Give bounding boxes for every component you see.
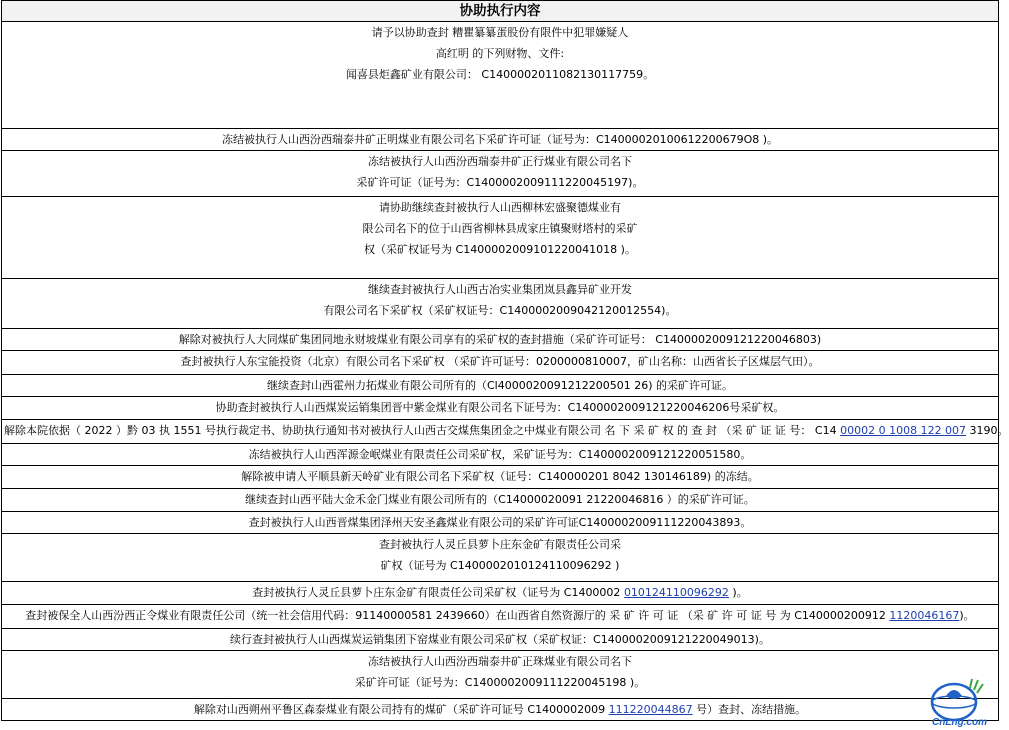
row-text-suffix: 号）查封、冻结措施。 — [692, 703, 807, 716]
row-text-line: 有限公司名下采矿权（采矿权证号：C1400002009042120012554)。 — [323, 304, 677, 317]
row-text-line: 冻结被执行人山西汾西瑞泰井矿正明煤业有限公司名下采矿许可证（证号为：C14000020100612200679O8 )。 — [221, 133, 779, 146]
row-text-line: 请予以协助查封 糟瞿纂纂蛋股份有限件中犯罪嫌疑人 — [371, 26, 629, 39]
table-body — [1, 22, 1009, 721]
table-row — [1, 651, 999, 699]
table-row — [1, 420, 1009, 444]
watermark-text: CnLng.com — [932, 717, 987, 728]
row-text-line: 继续查封被执行人山西古冶实业集团岚县鑫异矿业开发 — [368, 283, 632, 296]
row-text-line: 高红明 的下列财物、文件: — [435, 47, 565, 60]
table-row — [1, 444, 999, 466]
assist-execution-table — [1, 0, 1009, 721]
row-text-line: 续行查封被执行人山西煤炭运销集团下窑煤业有限公司采矿权（采矿权证：C1400002009121220049013)。 — [230, 633, 770, 646]
table-row — [1, 279, 999, 329]
table-row — [1, 197, 999, 279]
row-text-line: 限公司名下的位于山西省柳林县成家庄镇聚财塔村的采矿 — [362, 222, 638, 235]
row-text-suffix: 3190。 — [966, 424, 1009, 437]
table-row — [1, 129, 999, 151]
row-text-line: 解除被申请人平顺县新天岭矿业有限公司名下采矿权（证号：C140000201 8042 130146189) 的冻结。 — [241, 470, 759, 483]
row-text-suffix: )。 — [959, 609, 975, 622]
row-text-line: 矿权（证号为 C1400002010124110096292 ) — [380, 559, 620, 572]
row-text-line: 继续查封山西霍州力拓煤业有限公司所有的（Cl4000020091212200501 26) 的采矿许可证。 — [267, 379, 733, 392]
row-text-line: 请协助继续查封被执行人山西柳林宏盛聚德煤业有 — [379, 201, 621, 214]
table-row — [1, 329, 999, 351]
row-text: 解除本院依据（ 2022 ）黔 03 执 1551 号执行裁定书、协助执行通知书对被执行人山西古交煤焦集团金之中煤业有限公司 名 下 采 矿 权 的 查 封 （采 矿 证 证 号： C14 — [4, 424, 841, 437]
table-header: 协助执行内容 — [1, 1, 999, 22]
table-row — [1, 629, 999, 651]
row-text-line: 查封被执行人山西晋煤集团泽州天安圣鑫煤业有限公司的采矿许可证C1400002009111220043893。 — [248, 516, 752, 529]
row-text-line: 解除对被执行人大同煤矿集团同地永财坡煤业有限公司享有的采矿权的查封措施（采矿许可证号： C1400002009121220046803) — [178, 333, 822, 346]
table-row — [1, 22, 999, 129]
table-row — [1, 397, 999, 420]
table-row — [1, 512, 999, 534]
table-row — [1, 489, 999, 512]
table-row — [1, 534, 999, 582]
row-text: 查封被执行人灵丘县萝卜庄东金矿有限责任公司采矿权（证号为 C1400002 — [252, 586, 624, 599]
row-text-line: 采矿许可证（证号为：C1400002009111220045198 )。 — [354, 676, 646, 689]
row-text-line: 冻结被执行人山西浑源金岷煤业有限责任公司采矿权，采矿证号为：C1400002009121220051580。 — [248, 448, 752, 461]
table-row — [1, 699, 999, 721]
row-text-suffix: )。 — [728, 586, 748, 599]
row-text-line: 查封被执行人灵丘县萝卜庄东金矿有限责任公司采 — [379, 538, 621, 551]
row-text-line: 冻结被执行人山西汾西瑞泰井矿正行煤业有限公司名下 — [368, 155, 632, 168]
table-row — [1, 151, 999, 197]
row-text-line: 闻喜县炬鑫矿业有限公司： C1400002011082130117759。 — [345, 68, 655, 81]
row-text-line: 采矿许可证（证号为：C1400002009111220045197)。 — [356, 176, 644, 189]
row-text-line: 权（采矿权证号为 C1400002009101220041018 )。 — [364, 243, 636, 256]
table-row — [1, 351, 999, 375]
permit-number-link[interactable]: 111220044867 — [608, 703, 693, 716]
row-text-line: 继续查封山西平陆大金禾金门煤业有限公司所有的（C14000020091 21220046816 ）的采矿许可证。 — [245, 493, 755, 506]
row-text: 查封被保全人山西汾西正令煤业有限责任公司（统一社会信用代码：91140000581 2439660）在山西省自然资源厅的 采 矿 许 可 证 （采 矿 许 可 证 号 为 C140000200912 — [25, 609, 890, 622]
table-row — [1, 582, 999, 605]
row-text-line: 冻结被执行人山西汾西瑞泰井矿正珠煤业有限公司名下 — [368, 655, 632, 668]
globe-logo-icon — [924, 676, 996, 728]
permit-number-link[interactable]: 010124110096292 — [623, 586, 729, 599]
permit-number-link[interactable]: 1120046167 — [889, 609, 960, 622]
row-text: 解除对山西朔州平鲁区森泰煤业有限公司持有的煤矿（采矿许可证号 C1400002009 — [193, 703, 609, 716]
row-text-line: 协助查封被执行人山西煤炭运销集团晋中紫金煤业有限公司名下证号为：C1400002009121220046206号采矿权。 — [215, 401, 785, 414]
table-row — [1, 466, 999, 489]
table-row — [1, 375, 999, 397]
table-row — [1, 605, 999, 629]
row-text-line: 查封被执行人东宝能投资（北京）有限公司名下采矿权 （采矿许可证号：0200000810007，矿山名称：山西省长子区煤层气田）。 — [180, 355, 820, 368]
permit-number-link[interactable]: 00002 0 1008 122 007 — [840, 424, 967, 437]
